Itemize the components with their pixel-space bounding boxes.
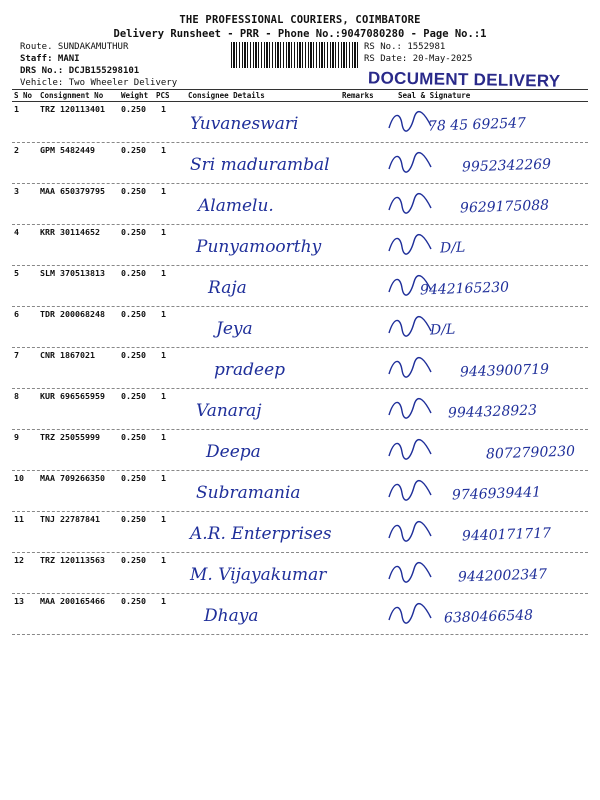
col-consignee: Consignee Details [188,91,265,100]
signature-scribble [386,192,434,216]
row-sno: 5 [14,268,19,278]
signature-scribble [386,561,434,585]
row-seal-number: 9442002347 [457,566,548,586]
document-delivery-stamp: DOCUMENT DELIVERY [367,68,561,91]
row-sno: 12 [14,555,24,565]
barcode [231,42,359,68]
row-weight: 0.250 [121,145,146,155]
row-weight: 0.250 [121,350,146,360]
signature-scribble [386,602,434,626]
row-seal-number: 9442165230 [419,279,510,299]
row-seal-number: 8072790230 [485,443,576,463]
row-sno: 13 [14,596,24,606]
row-seal-number: D/L [439,239,466,257]
signature-scribble [386,356,434,380]
row-weight: 0.250 [121,514,146,524]
row-consignment-no: KRR 30114652 [40,227,100,237]
route-label: Route. SUNDAKAMUTHUR [20,42,129,52]
row-pcs: 1 [161,555,166,565]
row-consignment-no: CNR 1867021 [40,350,95,360]
row-weight: 0.250 [121,473,146,483]
col-weight: Weight [121,91,149,100]
row-sno: 4 [14,227,19,237]
row-weight: 0.250 [121,309,146,319]
company-title: THE PROFESSIONAL COURIERS, COIMBATORE [179,14,421,26]
row-consignment-no: TRZ 25055999 [40,432,100,442]
row-weight: 0.250 [121,596,146,606]
row-divider [12,593,588,594]
row-consignee-handwritten: A.R. Enterprises [190,524,332,544]
col-sno: S No [14,91,33,100]
col-remarks: Remarks [342,91,374,100]
row-seal-number: 9952342269 [461,156,552,176]
row-consignee-handwritten: Alamelu. [198,196,274,216]
row-pcs: 1 [161,104,166,114]
row-consignment-no: SLM 370513813 [40,268,105,278]
row-consignee-handwritten: pradeep [214,360,286,380]
row-seal-number: 9746939441 [451,484,542,504]
row-sno: 10 [14,473,24,483]
row-sno: 11 [14,514,24,524]
row-consignment-no: TNJ 22787841 [40,514,100,524]
row-consignee-handwritten: Subramania [196,483,301,503]
signature-scribble [386,520,434,544]
row-weight: 0.250 [121,432,146,442]
row-divider [12,183,588,184]
row-seal-number: 9443900719 [459,361,550,381]
signature-scribble [386,397,434,421]
row-consignment-no: MAA 650379795 [40,186,105,196]
row-pcs: 1 [161,145,166,155]
signature-scribble [386,274,434,298]
row-seal-number: 9629175088 [459,197,550,217]
row-consignee-handwritten: Deepa [206,442,261,462]
row-consignment-no: TRZ 120113563 [40,555,105,565]
row-consignment-no: TRZ 120113401 [40,104,105,114]
row-weight: 0.250 [121,555,146,565]
row-weight: 0.250 [121,391,146,401]
row-weight: 0.250 [121,227,146,237]
row-pcs: 1 [161,473,166,483]
staff-label: Staff: MANI [20,54,80,64]
row-consignment-no: GPM 5482449 [40,145,95,155]
row-divider [12,552,588,553]
signature-scribble [386,438,434,462]
row-consignee-handwritten: Raja [208,278,247,298]
row-consignee-handwritten: Dhaya [204,606,259,626]
row-seal-number: 9944328923 [447,402,538,422]
row-divider [12,470,588,471]
row-pcs: 1 [161,350,166,360]
rs-number: RS No.: 1552981 [364,42,446,52]
signature-scribble [386,479,434,503]
row-divider [12,511,588,512]
row-seal-number: 78 45 692547 [427,115,527,135]
row-consignee-handwritten: Vanaraj [196,401,262,421]
row-consignee-handwritten: Jeya [216,319,253,339]
row-divider [12,142,588,143]
drs-number: DRS No.: DCJB155298101 [20,66,140,76]
row-sno: 8 [14,391,19,401]
vehicle-label: Vehicle: Two Wheeler Delivery [20,78,178,88]
row-weight: 0.250 [121,104,146,114]
row-seal-number: 6380466548 [443,607,534,627]
runsheet-subtitle: Delivery Runsheet - PRR - Phone No.:9047080280 - Page No.:1 [113,28,487,40]
row-consignment-no: MAA 200165466 [40,596,105,606]
row-pcs: 1 [161,391,166,401]
row-weight: 0.250 [121,186,146,196]
row-sno: 1 [14,104,19,114]
row-pcs: 1 [161,268,166,278]
row-pcs: 1 [161,514,166,524]
rs-date: RS Date: 20-May-2025 [364,54,473,64]
row-consignee-handwritten: M. Vijayakumar [190,565,327,585]
row-consignment-no: MAA 709266350 [40,473,105,483]
col-pcs: PCS [156,91,170,100]
row-pcs: 1 [161,432,166,442]
col-seal: Seal & Signature [398,91,471,100]
row-seal-number: 9440171717 [461,525,552,545]
row-consignee-handwritten: Punyamoorthy [196,237,322,257]
row-divider [12,634,588,635]
row-sno: 9 [14,432,19,442]
signature-scribble [386,151,434,175]
row-pcs: 1 [161,186,166,196]
row-sno: 3 [14,186,19,196]
row-consignee-handwritten: Sri madurambal [190,155,330,175]
signature-scribble [386,110,434,134]
row-divider [12,306,588,307]
row-divider [12,347,588,348]
row-pcs: 1 [161,227,166,237]
row-sno: 7 [14,350,19,360]
table-header-border [12,101,588,102]
row-pcs: 1 [161,596,166,606]
row-divider [12,388,588,389]
signature-scribble [386,315,434,339]
row-sno: 6 [14,309,19,319]
row-consignment-no: KUR 696565959 [40,391,105,401]
row-weight: 0.250 [121,268,146,278]
row-divider [12,429,588,430]
row-seal-number: D/L [429,321,456,339]
row-pcs: 1 [161,309,166,319]
row-sno: 2 [14,145,19,155]
row-divider [12,265,588,266]
row-consignee-handwritten: Yuvaneswari [190,114,299,134]
row-consignment-no: TDR 200068248 [40,309,105,319]
row-divider [12,224,588,225]
col-consignment: Consignment No [40,91,104,100]
signature-scribble [386,233,434,257]
table-top-border [12,89,588,90]
